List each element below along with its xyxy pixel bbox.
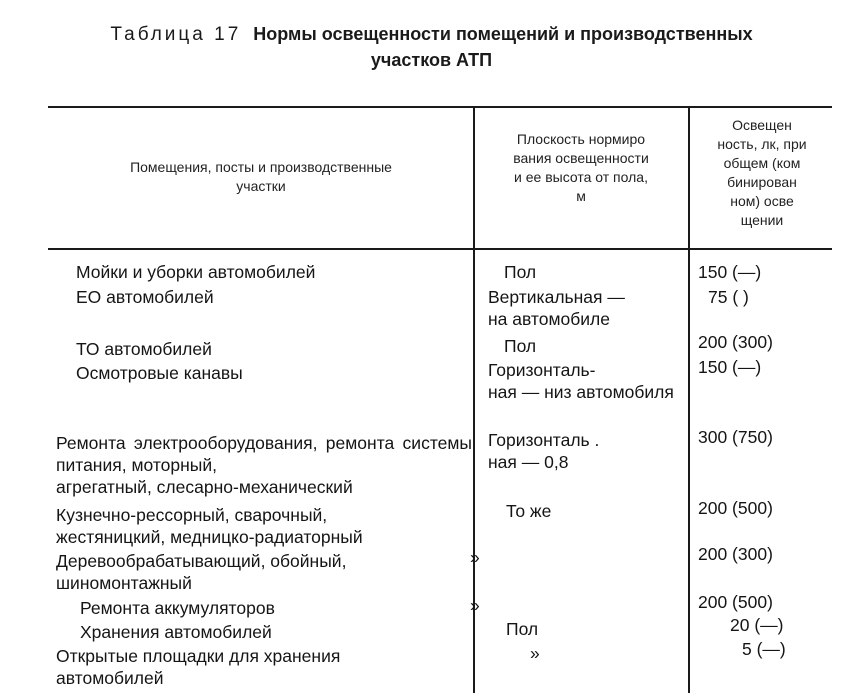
row-2-lux: 75 ( ): [708, 287, 749, 307]
column-divider-2: [688, 107, 690, 693]
header-rooms: Помещения, посты и производственные участки: [130, 159, 392, 194]
row-10-plane: »: [530, 643, 540, 663]
header-plane: Плоскость нормиро вания освещенности и ее высота от пола, м: [513, 131, 649, 204]
row-1-room: Мойки и уборки автомобилей: [76, 262, 316, 282]
row-5-plane: Горизонталь . ная — 0,8: [488, 430, 600, 472]
row-6-plane: То же: [506, 501, 552, 521]
header-bottom-rule: [48, 248, 832, 250]
row-3-lux: 200 (300): [698, 332, 773, 352]
row-7-room: Деревообрабатывающий, обойный, шиномонтажный: [56, 551, 347, 593]
row-4-plane: Горизонталь- ная — низ автомобиля: [488, 360, 674, 402]
table-top-rule: [48, 106, 832, 108]
table-caption: [0, 22, 863, 74]
row-8-lux: 200 (500): [698, 592, 773, 612]
caption-line-2: [0, 48, 863, 74]
row-10-room: Открытые площадки для хранения автомобилей: [56, 646, 341, 688]
row-9-plane: Пол: [506, 619, 539, 639]
row-2-room: ЕО автомобилей: [76, 287, 214, 307]
row-6-lux: 200 (500): [698, 498, 773, 518]
row-5-room: Ремонта электрооборудования, ремонта системы питания, моторный, агрегатный, слесарно-механический: [56, 433, 472, 497]
row-8-room: Ремонта аккумуляторов: [80, 598, 275, 618]
row-3-plane: Пол: [504, 336, 537, 356]
row-2-plane: Вертикальная — на автомобиле: [488, 287, 625, 329]
row-1-plane: Пол: [504, 262, 537, 282]
header-illuminance: Освещен ность, лк, при общем (ком бинирован ном) осве щении: [717, 117, 807, 228]
row-1-lux: 150 (—): [698, 262, 762, 282]
row-9-room: Хранения автомобилей: [80, 622, 272, 642]
row-7-lux: 200 (300): [698, 544, 773, 564]
row-5-lux: 300 (750): [698, 427, 773, 447]
row-10-lux: 5 (—): [742, 639, 786, 659]
row-7-plane: »: [470, 547, 480, 567]
table-number-label: Таблица 17: [110, 24, 242, 45]
table-title-line-2: участков АТП: [370, 50, 493, 70]
row-8-plane: »: [470, 595, 480, 615]
row-6-room: Кузнечно-рессорный, сварочный, жестяницкий, медницко-радиаторный: [56, 505, 363, 547]
row-9-lux: 20 (—): [730, 615, 784, 635]
row-3-room: ТО автомобилей: [76, 339, 212, 359]
table-title-line-1: Нормы освещенности помещений и производственных: [253, 24, 753, 44]
row-4-lux: 150 (—): [698, 357, 762, 377]
caption-line-1: [0, 22, 863, 48]
row-4-room: Осмотровые канавы: [76, 363, 243, 383]
